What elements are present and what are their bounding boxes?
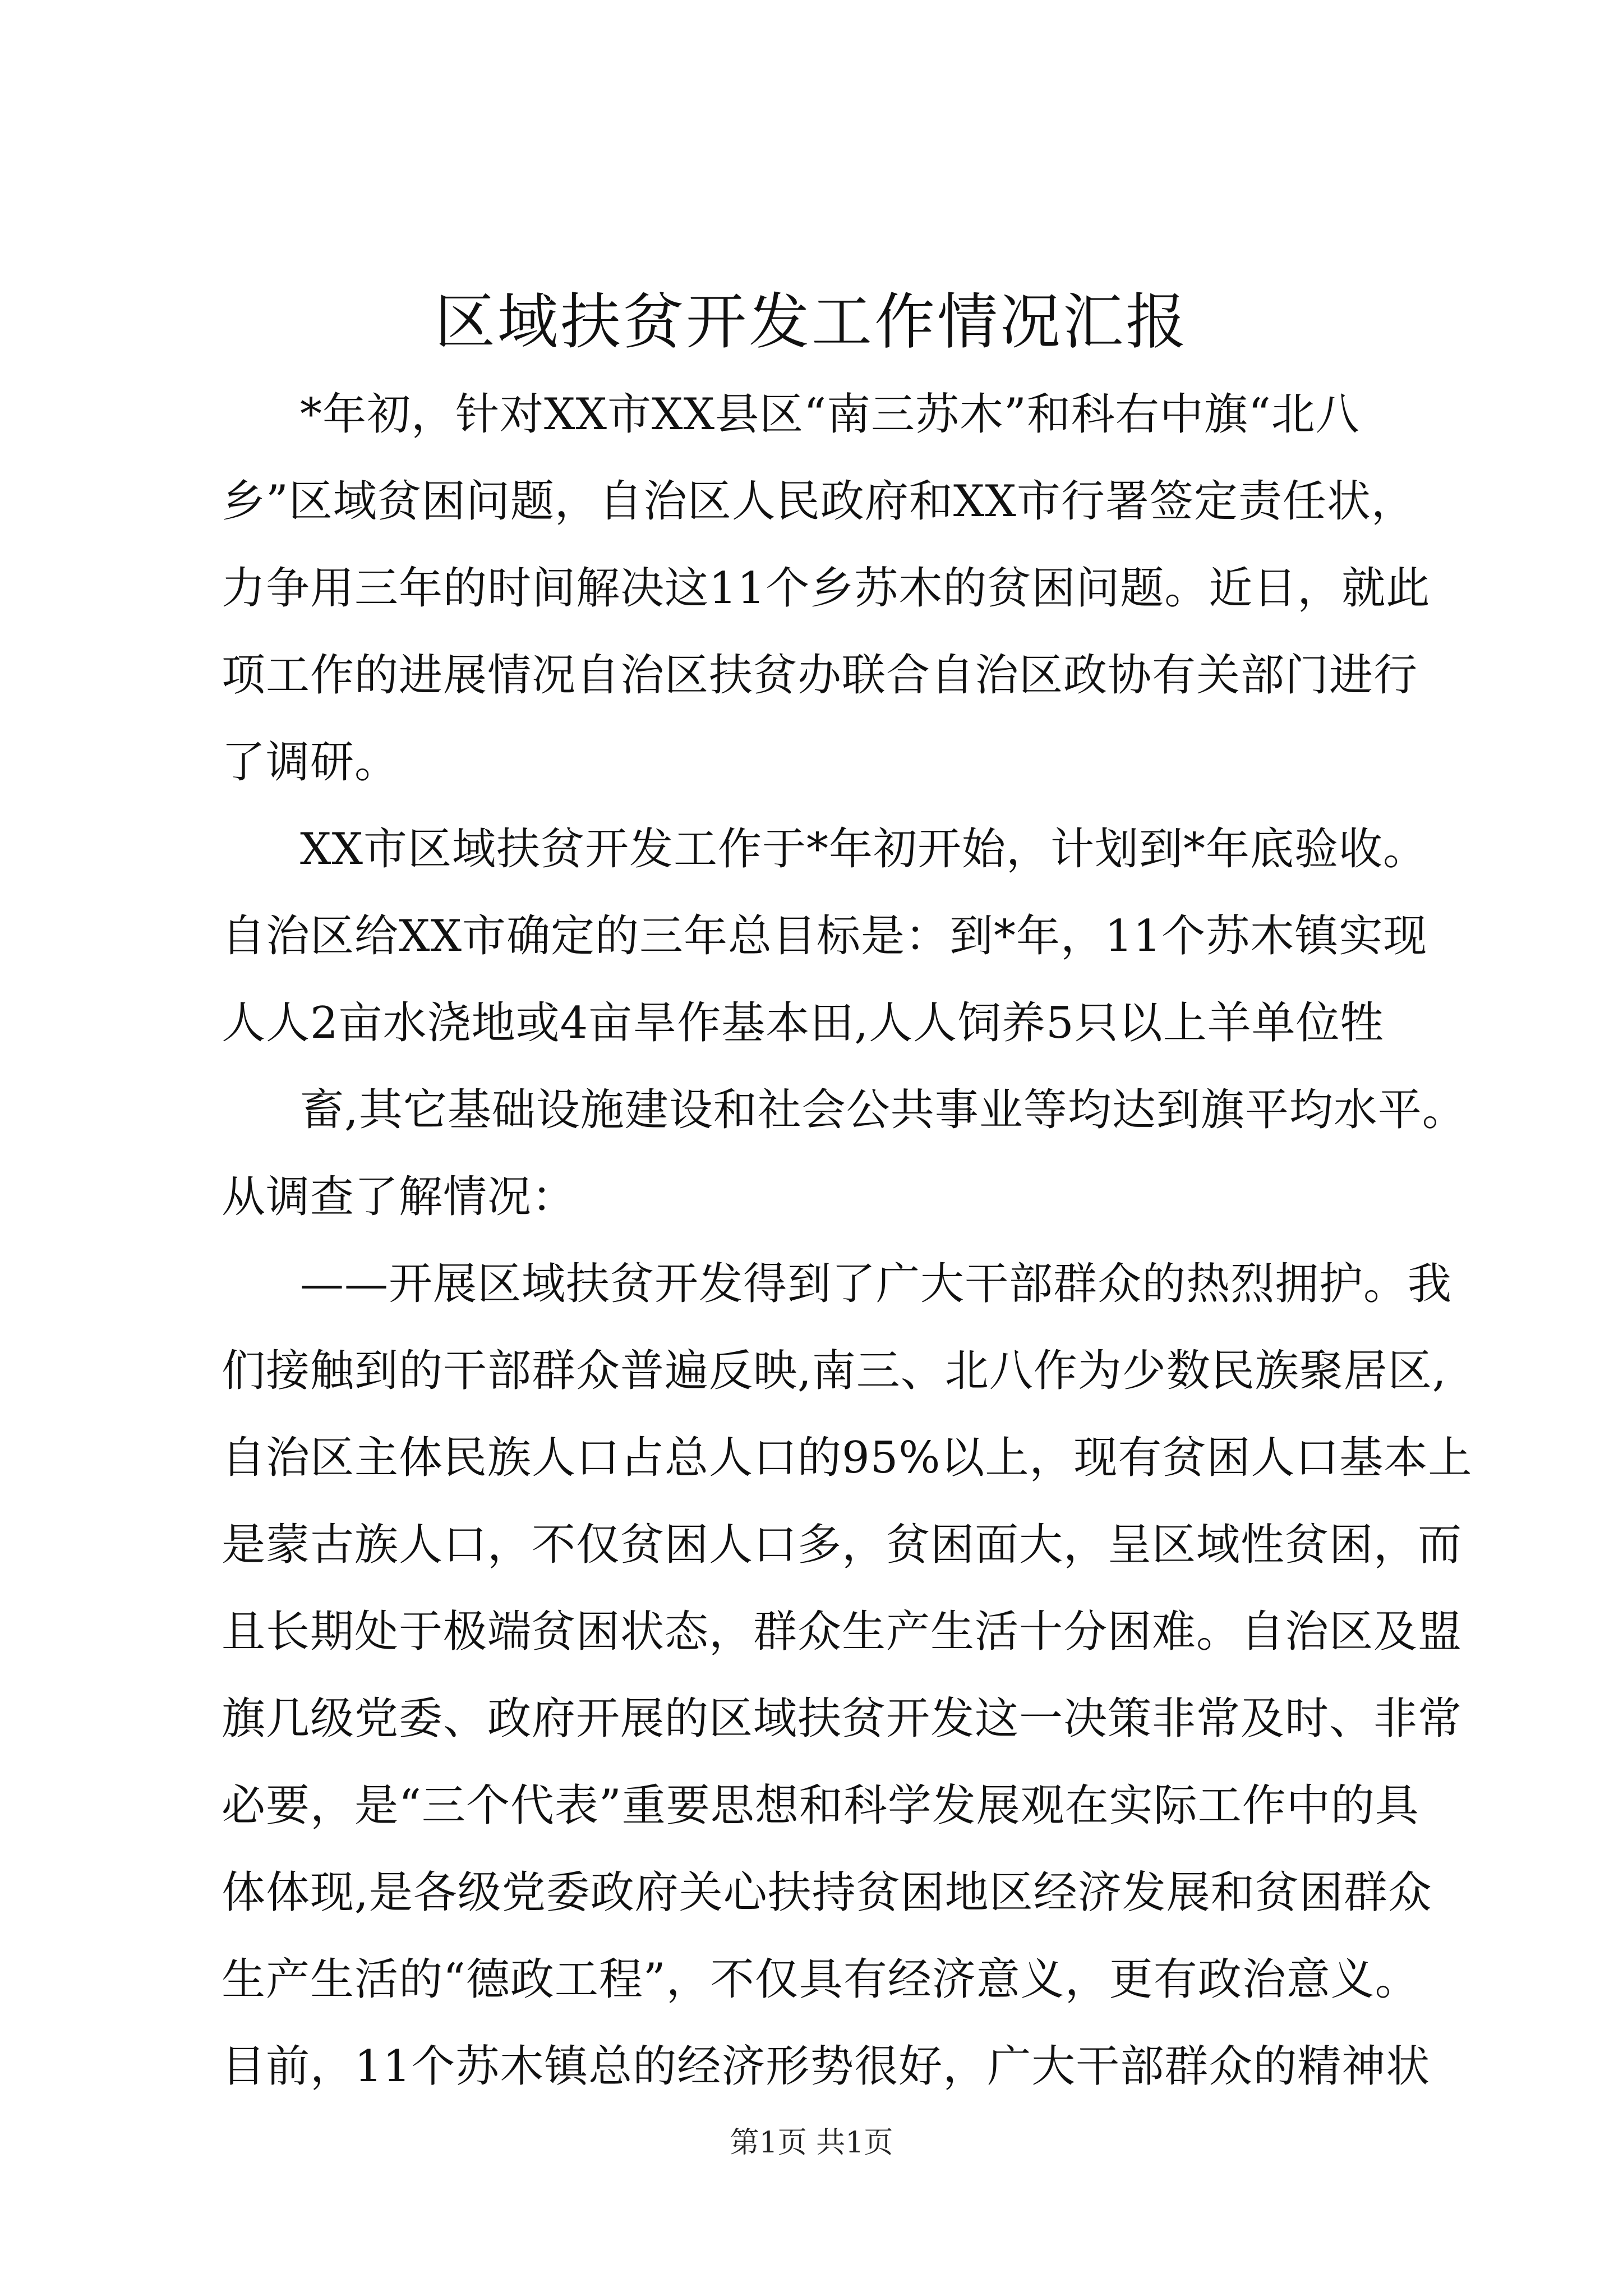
body-line: 体体现,是各级党委政府关心扶持贫困地区经济发展和贫困群众 xyxy=(222,1867,1432,1918)
body-line: 是蒙古族人口，不仅贫困人口多，贫困面大，呈区域性贫困，而 xyxy=(222,1520,1463,1570)
body-line: 且长期处于极端贫困状态，群众生产生活十分困难。自治区及盟 xyxy=(222,1607,1463,1657)
body-line: 自治区主体民族人口占总人口的95%以上，现有贫困人口基本上 xyxy=(222,1433,1473,1483)
body-line: 力争用三年的时间解决这11个乡苏木的贫困问题。近日，就此 xyxy=(222,563,1431,614)
body-line: 项工作的进展情况自治区扶贫办联合自治区政协有关部门进行 xyxy=(222,650,1418,701)
document-title: 区域扶贫开发工作情况汇报 xyxy=(434,287,1188,357)
body-line: 人人2亩水浇地或4亩旱作基本田,人人饲养5只以上羊单位牲 xyxy=(222,998,1385,1048)
body-line: ——开展区域扶贫开发得到了广大干部群众的热烈拥护。我 xyxy=(300,1259,1453,1309)
body-line: 了调研。 xyxy=(222,737,399,788)
page-footer: 第1页 共1页 xyxy=(730,2126,893,2160)
document-body xyxy=(222,371,1473,2110)
body-line: 生产生活的“德政工程”，不仅具有经济意义，更有政治意义。 xyxy=(222,1954,1419,2005)
body-line: 们接触到的干部群众普遍反映,南三、北八作为少数民族聚居区, xyxy=(222,1346,1447,1396)
body-line: 畜,其它基础设施建设和社会公共事业等均达到旗平均水平。 xyxy=(300,1085,1467,1135)
body-line: 必要，是“三个代表”重要思想和科学发展观在实际工作中的具 xyxy=(222,1780,1419,1831)
body-line: 乡”区域贫困问题，自治区人民政府和XX市行署签定责任状， xyxy=(222,476,1415,527)
body-line: *年初，针对XX市XX县区“南三苏木”和科右中旗“北八 xyxy=(300,389,1360,440)
body-line: 自治区给XX市确定的三年总目标是：到*年，11个苏木镇实现 xyxy=(222,911,1428,961)
body-line: XX市区域扶贫开发工作于*年初开始，计划到*年底验收。 xyxy=(300,824,1428,875)
body-line: 目前，11个苏木镇总的经济形势很好，广大干部群众的精神状 xyxy=(222,2041,1431,2092)
body-line: 旗几级党委、政府开展的区域扶贫开发这一决策非常及时、非常 xyxy=(222,1694,1463,1744)
body-line: 从调查了解情况： xyxy=(222,1172,577,1222)
